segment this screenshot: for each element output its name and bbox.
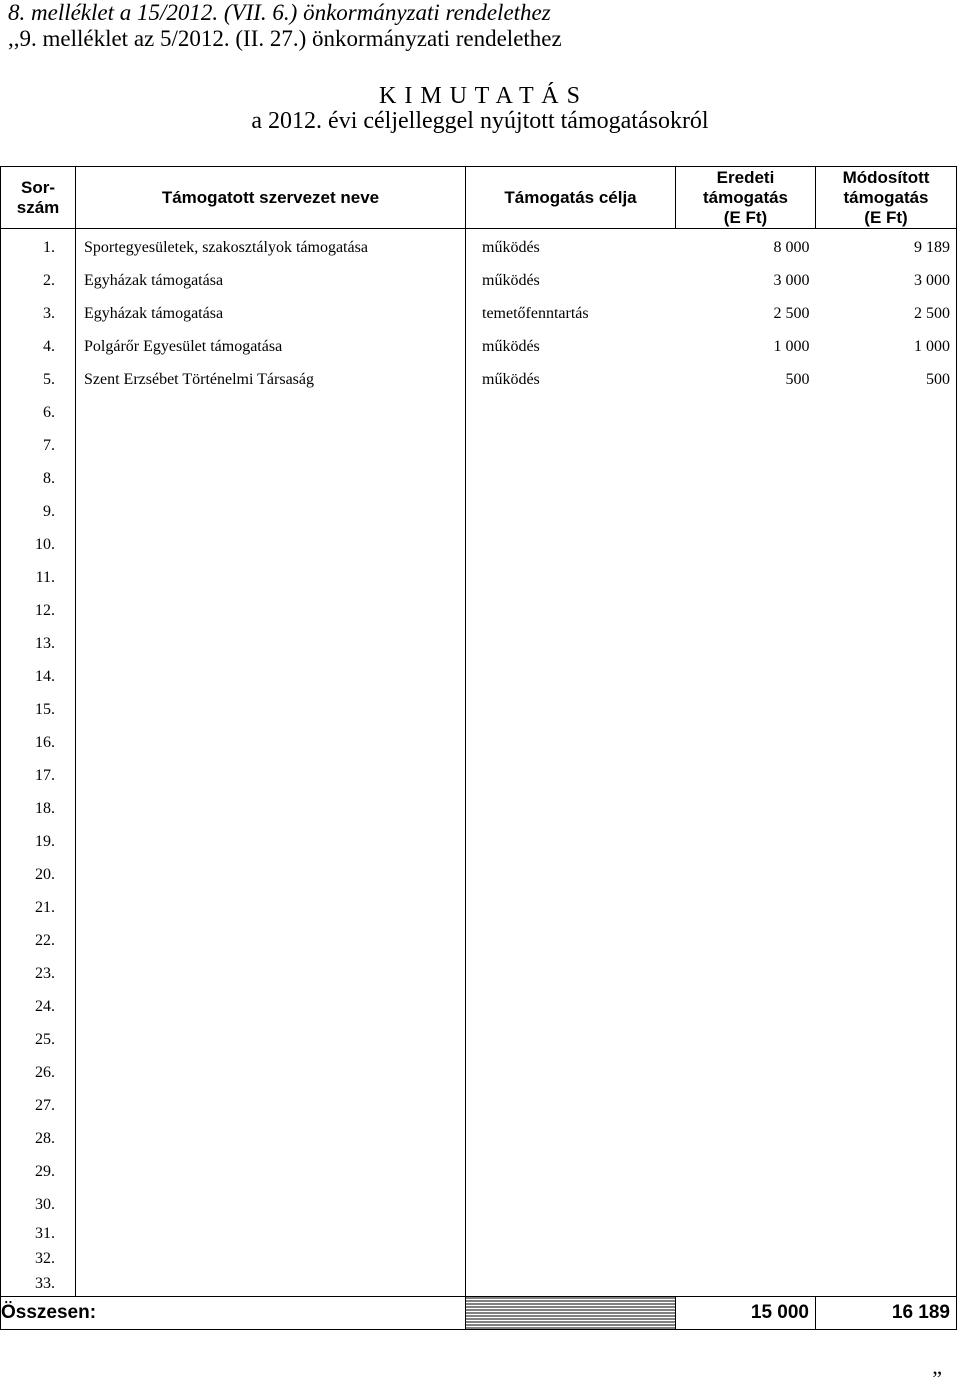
original-annex-reference: ,,9. melléklet az 5/2012. (II. 27.) önkormányzati rendelethez (8, 26, 562, 51)
row-modified-amount (816, 1023, 957, 1056)
row-serial-number: 12. (1, 594, 76, 627)
row-modified-amount (816, 1221, 957, 1246)
row-support-purpose (466, 924, 676, 957)
row-serial-number: 28. (1, 1122, 76, 1155)
table-row (1, 660, 957, 693)
table-row (1, 561, 957, 594)
row-serial-number: 13. (1, 627, 76, 660)
table-row (1, 726, 957, 759)
col-header-modified-line2: támogatás (843, 187, 929, 207)
table-row (1, 1271, 957, 1297)
row-support-purpose (466, 396, 676, 429)
row-modified-amount (816, 1188, 957, 1221)
row-organization-name (76, 1056, 466, 1089)
table-row (1, 1056, 957, 1089)
col-header-serial (1, 167, 76, 229)
row-organization-name (76, 924, 466, 957)
col-header-modified-line1: Módosított (842, 167, 930, 187)
row-modified-amount (816, 891, 957, 924)
row-modified-amount (816, 528, 957, 561)
row-support-purpose (466, 957, 676, 990)
row-modified-amount (816, 759, 957, 792)
table-row (1, 297, 957, 330)
col-header-purpose: Támogatás célja (466, 167, 676, 229)
row-serial-number: 17. (1, 759, 76, 792)
table-header-row (1, 167, 957, 229)
row-modified-amount (816, 396, 957, 429)
row-original-amount (676, 1155, 816, 1188)
table-row (1, 1023, 957, 1056)
row-original-amount: 500 (785, 370, 810, 388)
row-modified-amount (816, 924, 957, 957)
total-original-amount: 15 000 (676, 1297, 816, 1330)
row-organization-name (76, 825, 466, 858)
table-row (1, 825, 957, 858)
row-support-purpose (466, 660, 676, 693)
row-modified-amount: 2 500 (816, 297, 957, 330)
row-original-amount (676, 1188, 816, 1221)
col-header-organization: Támogatott szervezet neve (76, 167, 466, 229)
row-modified-amount (816, 561, 957, 594)
row-support-purpose (466, 1056, 676, 1089)
table-row (1, 693, 957, 726)
row-serial-number: 3. (1, 297, 76, 330)
row-organization-name (76, 1122, 466, 1155)
row-serial-number: 24. (1, 990, 76, 1023)
row-modified-amount (816, 858, 957, 891)
row-support-purpose (466, 594, 676, 627)
col-header-original-line1: Eredeti (716, 167, 775, 187)
row-organization-name (76, 594, 466, 627)
table-row (1, 924, 957, 957)
row-support-purpose (466, 1188, 676, 1221)
row-organization-name (76, 495, 466, 528)
row-serial-number: 31. (1, 1221, 76, 1246)
row-original-amount (676, 429, 816, 462)
row-serial-number: 2. (1, 264, 76, 297)
row-serial-number: 23. (1, 957, 76, 990)
row-support-purpose (466, 495, 676, 528)
table-row (1, 229, 957, 265)
row-original-amount: 2 500 (773, 304, 810, 322)
row-original-amount (676, 660, 816, 693)
row-serial-number: 5. (1, 363, 76, 396)
row-serial-number: 32. (1, 1246, 76, 1271)
row-serial-number: 22. (1, 924, 76, 957)
row-modified-amount (816, 792, 957, 825)
row-organization-name: Egyházak támogatása (84, 271, 224, 289)
document-subtitle: a 2012. évi céljelleggel nyújtott támogatásokról (251, 108, 709, 134)
row-support-purpose (466, 1023, 676, 1056)
row-serial-number: 10. (1, 528, 76, 561)
row-organization-name (76, 1155, 466, 1188)
row-original-amount (676, 396, 816, 429)
row-serial-number: 15. (1, 693, 76, 726)
row-organization-name (76, 561, 466, 594)
document-title: K I M U T A T Á S (379, 83, 581, 109)
row-serial-number: 7. (1, 429, 76, 462)
row-original-amount (676, 825, 816, 858)
row-support-purpose: működés (466, 330, 676, 363)
row-support-purpose (466, 825, 676, 858)
row-support-purpose (466, 858, 676, 891)
row-modified-amount: 500 (816, 363, 957, 396)
row-organization-name: Szent Erzsébet Történelmi Társaság (84, 370, 314, 388)
row-modified-amount (816, 1056, 957, 1089)
total-row (1, 1297, 957, 1330)
row-modified-amount (816, 1122, 957, 1155)
row-support-purpose (466, 1122, 676, 1155)
row-support-purpose (466, 1089, 676, 1122)
row-support-purpose (466, 891, 676, 924)
row-support-purpose: temetőfenntartás (466, 297, 676, 330)
row-serial-number: 30. (1, 1188, 76, 1221)
row-original-amount (676, 1122, 816, 1155)
row-organization-name (76, 1089, 466, 1122)
row-organization-name (76, 858, 466, 891)
row-original-amount (676, 627, 816, 660)
row-organization-name (76, 792, 466, 825)
row-support-purpose (466, 561, 676, 594)
row-modified-amount (816, 429, 957, 462)
table-row (1, 957, 957, 990)
row-modified-amount (816, 693, 957, 726)
closing-quote-mark: ” (932, 1366, 942, 1391)
row-serial-number: 33. (1, 1271, 76, 1297)
row-modified-amount (816, 1246, 957, 1271)
row-support-purpose (466, 990, 676, 1023)
col-header-original-line3: (E Ft) (723, 207, 768, 227)
row-original-amount (676, 561, 816, 594)
col-header-original-amount (676, 167, 816, 229)
row-original-amount (676, 1246, 816, 1271)
row-modified-amount (816, 627, 957, 660)
row-support-purpose (466, 1221, 676, 1246)
row-support-purpose (466, 1155, 676, 1188)
table-row (1, 462, 957, 495)
col-header-serial-line1: Sor- (21, 177, 55, 197)
row-original-amount (676, 594, 816, 627)
table-row (1, 495, 957, 528)
row-modified-amount (816, 1271, 957, 1297)
col-header-original-line2: támogatás (702, 187, 789, 207)
row-organization-name (76, 627, 466, 660)
row-modified-amount (816, 495, 957, 528)
row-original-amount (676, 495, 816, 528)
row-original-amount (676, 1221, 816, 1246)
row-modified-amount: 3 000 (816, 264, 957, 297)
row-modified-amount (816, 1089, 957, 1122)
row-serial-number: 8. (1, 462, 76, 495)
row-original-amount (676, 1056, 816, 1089)
row-organization-name (76, 1246, 466, 1271)
row-original-amount (676, 462, 816, 495)
row-serial-number: 20. (1, 858, 76, 891)
row-serial-number: 1. (1, 229, 76, 265)
row-original-amount (676, 957, 816, 990)
row-organization-name (76, 528, 466, 561)
row-original-amount (676, 990, 816, 1023)
row-serial-number: 9. (1, 495, 76, 528)
table-row (1, 891, 957, 924)
row-modified-amount (816, 594, 957, 627)
row-support-purpose (466, 462, 676, 495)
row-original-amount (676, 759, 816, 792)
row-organization-name (76, 759, 466, 792)
row-original-amount: 8 000 (773, 238, 810, 256)
table-row (1, 363, 957, 396)
row-modified-amount (816, 1155, 957, 1188)
row-original-amount (676, 1023, 816, 1056)
table-row (1, 627, 957, 660)
total-label: Összesen: (1, 1297, 466, 1330)
row-serial-number: 25. (1, 1023, 76, 1056)
row-organization-name (76, 1188, 466, 1221)
row-modified-amount: 9 189 (816, 229, 957, 265)
row-support-purpose: működés (466, 264, 676, 297)
row-serial-number: 4. (1, 330, 76, 363)
row-serial-number: 14. (1, 660, 76, 693)
row-organization-name (76, 891, 466, 924)
table-row (1, 990, 957, 1023)
table-row (1, 1188, 957, 1221)
row-original-amount (676, 792, 816, 825)
row-support-purpose (466, 1246, 676, 1271)
row-organization-name: Egyházak támogatása (84, 304, 224, 322)
row-original-amount (676, 693, 816, 726)
row-support-purpose: működés (466, 363, 676, 396)
table-row (1, 1122, 957, 1155)
row-organization-name (76, 693, 466, 726)
row-modified-amount (816, 726, 957, 759)
row-organization-name (76, 1271, 466, 1297)
row-serial-number: 27. (1, 1089, 76, 1122)
amendment-reference: 8. melléklet a 15/2012. (VII. 6.) önkormányzati rendelethez (8, 0, 551, 25)
row-original-amount (676, 1271, 816, 1297)
col-header-modified-line3: (E Ft) (864, 207, 908, 227)
table-row (1, 1089, 957, 1122)
row-support-purpose (466, 627, 676, 660)
row-support-purpose (466, 528, 676, 561)
row-original-amount: 3 000 (773, 271, 810, 289)
total-purpose-hatched (466, 1297, 676, 1330)
row-organization-name (76, 660, 466, 693)
table-body (1, 229, 957, 1297)
row-support-purpose (466, 726, 676, 759)
table-row (1, 594, 957, 627)
table-row (1, 858, 957, 891)
row-organization-name (76, 726, 466, 759)
row-support-purpose (466, 1271, 676, 1297)
table-row (1, 330, 957, 363)
row-organization-name: Polgárőr Egyesület támogatása (84, 337, 283, 355)
row-serial-number: 21. (1, 891, 76, 924)
row-original-amount (676, 924, 816, 957)
row-serial-number: 6. (1, 396, 76, 429)
row-serial-number: 29. (1, 1155, 76, 1188)
table-row (1, 1221, 957, 1246)
row-original-amount (676, 891, 816, 924)
row-modified-amount (816, 957, 957, 990)
row-support-purpose (466, 693, 676, 726)
row-original-amount: 1 000 (773, 337, 810, 355)
row-original-amount (676, 1089, 816, 1122)
row-organization-name (76, 396, 466, 429)
table-row (1, 1155, 957, 1188)
row-organization-name: Sportegyesületek, szakosztályok támogatása (84, 238, 368, 256)
row-modified-amount (816, 462, 957, 495)
row-support-purpose (466, 792, 676, 825)
row-support-purpose: működés (466, 229, 676, 265)
row-organization-name (76, 1023, 466, 1056)
row-original-amount (676, 726, 816, 759)
row-support-purpose (466, 429, 676, 462)
table-row (1, 429, 957, 462)
row-modified-amount (816, 825, 957, 858)
row-original-amount (676, 528, 816, 561)
row-organization-name (76, 429, 466, 462)
total-modified-amount: 16 189 (816, 1297, 957, 1330)
row-serial-number: 16. (1, 726, 76, 759)
row-organization-name (76, 1221, 466, 1246)
col-header-serial-line2: szám (16, 197, 60, 217)
row-organization-name (76, 462, 466, 495)
row-support-purpose (466, 759, 676, 792)
row-original-amount (676, 858, 816, 891)
row-serial-number: 18. (1, 792, 76, 825)
row-serial-number: 26. (1, 1056, 76, 1089)
table-row (1, 1246, 957, 1271)
row-organization-name (76, 990, 466, 1023)
table-row (1, 264, 957, 297)
col-header-modified-amount (816, 167, 957, 229)
row-modified-amount (816, 660, 957, 693)
row-serial-number: 19. (1, 825, 76, 858)
table-row (1, 792, 957, 825)
row-modified-amount (816, 990, 957, 1023)
row-serial-number: 11. (1, 561, 76, 594)
table-row (1, 759, 957, 792)
row-organization-name (76, 957, 466, 990)
table-row (1, 396, 957, 429)
support-table (0, 166, 957, 1330)
table-row (1, 528, 957, 561)
row-modified-amount: 1 000 (816, 330, 957, 363)
